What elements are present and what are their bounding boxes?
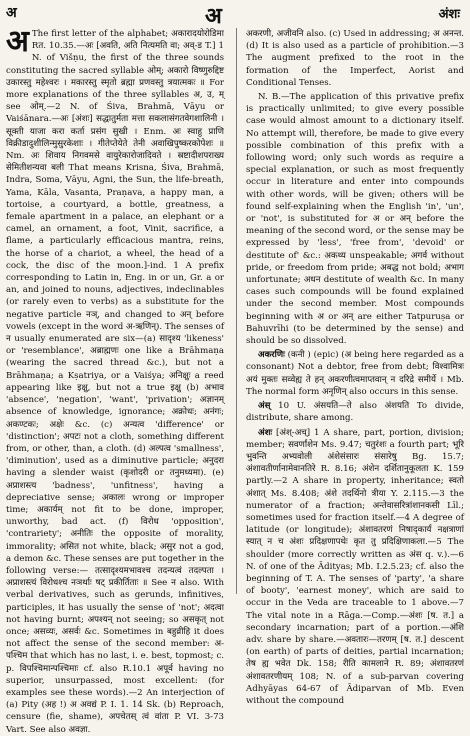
right-column: [246, 28, 465, 706]
entry-a: [6, 24, 224, 736]
note-paragraph: N. B.—The application of this privative prefix is practically unlimited; to give every possible case would almost amount to a dictionary itself. No attempt will, therefore, be made to give every possible combination of this prefix with a following word; only such words as require a special explanation, or such as most frequently occur in literature and enter into compounds with other words, will be given; others will be found self-explaining when the English 'in', 'un', or 'not', is substituted for अ or अन् before the meaning of the second word, or the sense may be expressed by 'less', 'free from', 'devoid' or destitute of' &c.: अकथ्य unspeakable; अगर्व without pride, or freedom from pride; अबद्ध not bold; अभाग unfortunate; अधन destitute of wealth &c. In many cases such compounds will be found explained under the second member. Most compounds beginning with अ or अन् are either Tatpuruṣa or Bahuvrīhi (to be determined by the sense) and should be so dissolved.: [246, 92, 464, 347]
entry-ams: [246, 400, 464, 424]
initial-letter: अ: [6, 24, 29, 59]
entry-a-continued: अकरणी, अजीवनि also. (c) Used in addressing; अ अनन्त. (d) It is also used as a particle of prohibition.—3 The augment prefixed to the root in the formation of the Imperfect, Aorist and Conditional Tenses.: [246, 29, 464, 88]
entry-text: [अंश्-अच्] 1 A share, part, portion, division; member; सवर्णांशेन Ms. 9.47; चतुरंशः a fourth part; भूरि भुवन्ति अभ्यवोली अंशेसंसारः संसारेषु Bg. 15.7; अंशावतीर्णानामेवानतिरे R. 8.16; अंशेन दर्शितानुकूलता K. 159 partly.—2 A share in property, inheritance; स्वतो अंशात् Ms. 8.408; अंशे तदर्थिनो त्रीया Y. 2.115.—3 the numerator of a fraction; अन्तेवासरित्रांशानकसी Līl.; sometimes used for fraction itself.—4 A degree of latitude (or longitude); अंशावतरणं निषाद्कार्यं नक्षत्राणां स्यात् न च अंशः प्रदिक्षणापथेः कृत तु प्रदिक्षिणाकला.—5 The shoulder (more correctly written as अंस q. v.).—6 N. of one of the Ādityas; Mb. I.2.5.23; cf. also the beginning of T. A. The senses of 'party', 'a share of booty', 'earnest money', which are said to occur in the Veda are traceable to 1 above.—7 The vital note in a Rāga.—Comp.—अंशः [ष. त.] a secondary incarnation; part of a portion.—अंशि adv. share by share.—अवतारः—तरणम् [ष. त.] descent (on earth) of parts of deities, partial incarnation; तेष ह्य भवेत Dk. 158; रीति कामलाने R. 89; अंशावतरणं अंशावतरणीयम् 108; N. of a sub-parvan covering Adhyāyas 64-67 of Ādiparvan of Mb. Even without the compound: [246, 427, 465, 706]
column-divider: [236, 28, 237, 594]
entry-text: (कनी ) (epic) (अ being here regarded as a consonant) Not a debtor, free from debt; विश्वामित्रः अयं मुक्तः सव्वेह्य ते हन् अकरणीत्वमाप्तवान् न दरिद्रे समीर्ये । Mb. The normal form अनृणिन् also occurs in this sense.: [246, 350, 464, 397]
page-header: [0, 0, 470, 29]
page-number: अ: [6, 5, 17, 21]
entry-a-text: The first letter of the alphabet; अकारादयोरोडिमा Rत. 10.35.—अः [अवति, अति नित्यमति वा; अव्-ड T.] 1 N. of Višṇu, the first of the three sounds constituting the sacred syllable ओम्; अकारो विष्णुरुद्दिष्ट उकारस्तु महेश्वरः । मकारस्तु स्मृतो ब्रह्मा प्रणवस्तु त्रयात्मकः ॥ For more explanations of the three syllables अ, उ, म् see ओम्.—2 N. of Śiva, Brahmā, Vāyu or Vaiśānara.—अः [अंशः] सद्धातुर्मता मत्ता सकलासंगतवेगशालिनी । सूक्ती याजा करा कर्ता प्रसंग सुखी । Enm. अः स्वाहु प्राणि विक्रीडादुशीलिन्मुसुरकेशाः । गीतेप्तेयेते तेनी अवाखिपुष्करकोपेशः ॥ Nm. अः शिवाय निगवमसे वायुरेकारोजादिवते । स्रष्टादीशपराख्य सेमितीशन्यवा बली That means Krisna, Śiva, Brahmā, Indra, Soma, Vāyu, Agni, the Sun, the life-breath, Yama, Kāla, Vasanta, Praṇava, a happy man, a tortoise, a courtyard, a bottle, greatness, a female apartment in a palace, an elephant or a camel, an ornament, a foot, Vinit, sacrifice, a flame, a particularly efficacious mantra, reins, the horse of a chariot, a wheel, the head of a cock, the disc of the moon.]-ind. 1 A prefix corresponding to Latin in, Eng. in or un, Gr. a or an, and joined to nouns, adjectives, indeclinables (or rarely even to verbs) as a substitute for the negative particle नञ्, and changed to अन् before vowels (except in the word अ-ऋणिन्). The senses of न usually enumerated are six—(a) सादृश्य 'likeness' or 'resemblance', अब्राह्मणः one like a Brāhmaṇa (wearing the sacred thread &c.), but not a Brāhmaṇa; a Kṣatriya, or a Vaiśya; अनिक्षुः a reed appearing like इक्षु, but not a true इक्षु (b) अभाव 'absence', 'negation', 'want', 'privation'; अज्ञानम् absence of knowledge, ignorance; अक्रोधः; अनंगः; अकण्टकः; अक्षेः &c. (c) अन्यत्व 'difference' or 'distinction'; अपटः not a cloth, something different from, or other, than, a cloth. (d) अल्पत्व 'smallness', 'diminution', used as a diminutive particle; अनुदरा having a slender waist (कृशोदरी or तनुमध्यमा). (e) अप्राशस्त्य 'badness', 'unfitness', having a depreciative sense; अकालः wrong or improper time; अकार्यम् not fit to be done, improper, unworthy, bad act. (f) विरोध 'opposition', 'contrariety'; अनीतिः the opposite of morality, immorality; असित not white, black; असुर not a god, a demon &c. These senses are put together in the following verse:— तत्सादृश्यमभावश्च तदन्यत्वं तदल्पता । अप्राशस्त्यं विरोधश्च नञर्थाः षट् प्रकीर्तिताः ॥ See न also. With verbal derivatives, such as gerunds, infinitives, participles, it has usually the sense of 'not'; अदत्वा not having burnt; अपश्यन् not seeing; so असकृत् not once; असव्यः, असर्वः &c. Sometimes in बहुव्रीहि it does not affect the sense of the second member: अ-पश्चिम that which has no last, i. e. best, topmost; c. p. विपश्चिमान्पश्चिमाः cf. also R.10.1 अपूर्व having no superior, unsurpassed, most excellent: (for examples see these words).—2 An interjection of (a) Pity (अह !) अ अवद्यं P. I. 1. 14 Sk. (b) Reproach, censure (fie, shame), अपचेतस् त्वं वांता P. VI. 3-73 Vart. See also अवज्ञा.: [6, 29, 224, 735]
entry-text: 10 U. अंसयति—ते also अंशयति To divide, distribute, share among.: [246, 401, 464, 424]
entry-amsah: [246, 427, 464, 708]
headword: अंशः: [258, 427, 273, 438]
section-letter: अ: [205, 3, 222, 29]
guide-word: अंशः: [438, 7, 460, 22]
left-column: [6, 24, 224, 735]
headword: अकरणिः: [258, 350, 285, 361]
entry-akarani: [246, 349, 464, 398]
headword: अंस्: [258, 401, 271, 412]
